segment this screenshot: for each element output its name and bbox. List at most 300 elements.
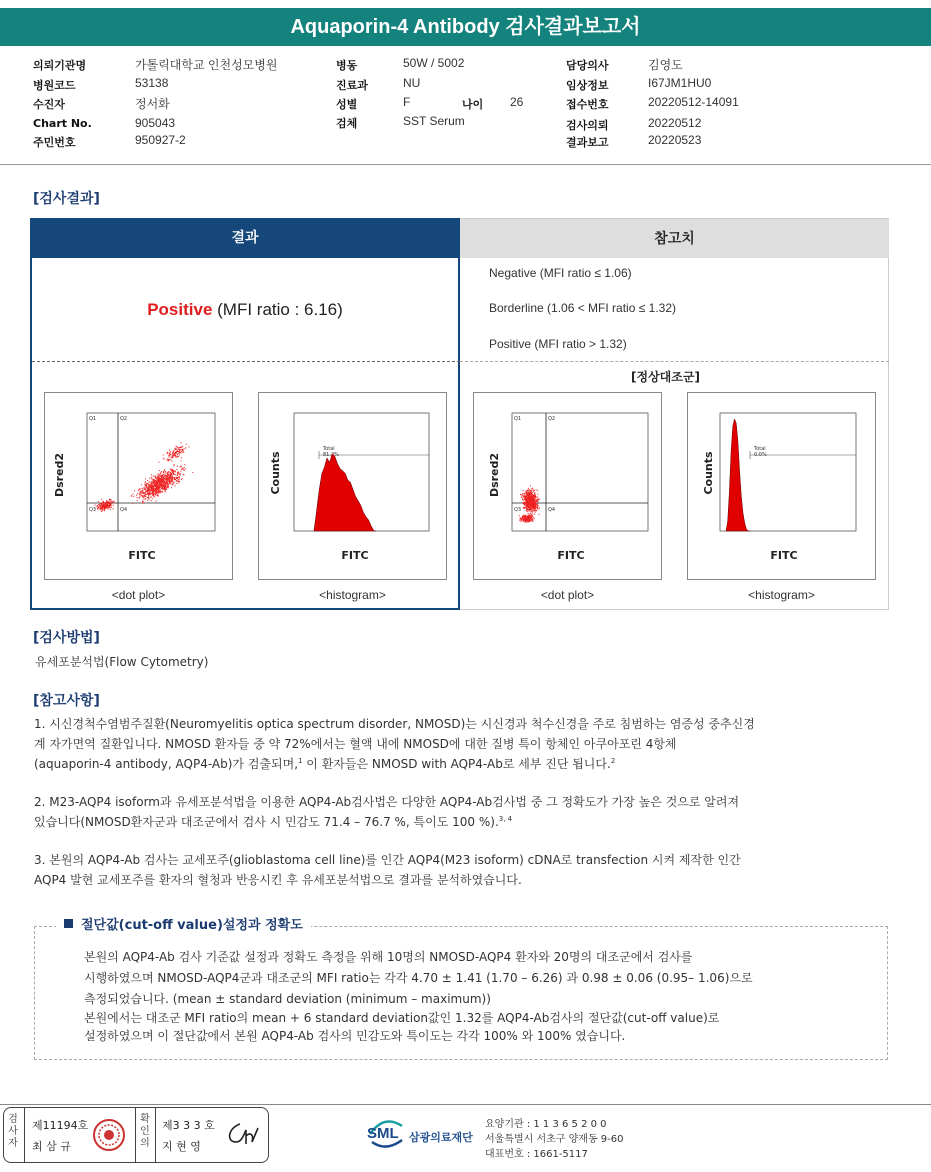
- cutoff-line-4: 본원에서는 대조군 MFI ratio의 mean + 6 standard deviation값인 1.32를 AQP4-Ab검사의 절단값(cut-off value)로: [84, 1011, 720, 1025]
- event-dot: [168, 481, 169, 482]
- event-dot: [531, 515, 532, 516]
- event-dot: [180, 447, 181, 448]
- event-dot: [101, 511, 102, 512]
- event-dot: [526, 499, 527, 500]
- event-dot: [522, 499, 523, 500]
- event-dot: [141, 491, 142, 492]
- event-dot: [525, 516, 526, 517]
- patient-value: 정서화: [135, 97, 170, 111]
- event-dot: [527, 519, 528, 520]
- event-dot: [168, 486, 169, 487]
- event-dot: [535, 508, 536, 509]
- event-dot: [160, 492, 161, 493]
- event-dot: [158, 496, 159, 497]
- event-dot: [143, 499, 144, 500]
- event-dot: [100, 509, 101, 510]
- event-dot: [185, 448, 186, 449]
- event-dot: [528, 488, 529, 489]
- event-dot: [526, 522, 527, 523]
- event-dot: [160, 473, 161, 474]
- request-label: 검사의뢰: [566, 119, 609, 132]
- event-dot: [163, 458, 164, 459]
- chart-no-label: Chart No.: [33, 117, 92, 130]
- event-dot: [133, 496, 134, 497]
- event-dot: [526, 502, 527, 503]
- event-dot: [522, 495, 523, 496]
- event-dot: [145, 485, 146, 486]
- event-dot: [159, 485, 160, 486]
- event-dot: [144, 488, 145, 489]
- event-dot: [176, 446, 177, 447]
- event-dot: [530, 496, 531, 497]
- event-dot: [533, 489, 534, 490]
- event-dot: [539, 508, 540, 509]
- event-dot: [137, 500, 138, 501]
- event-dot: [538, 505, 539, 506]
- event-dot: [160, 489, 161, 490]
- event-dot: [523, 495, 524, 496]
- event-dot: [170, 459, 171, 460]
- event-dot: [526, 500, 527, 501]
- event-dot: [142, 501, 143, 502]
- event-dot: [521, 494, 522, 495]
- event-dot: [184, 464, 185, 465]
- patient-hist-ylabel: Counts: [269, 451, 282, 495]
- event-dot: [177, 457, 178, 458]
- event-dot: [525, 505, 526, 506]
- event-dot: [535, 500, 536, 501]
- event-dot: [170, 481, 171, 482]
- event-dot: [148, 490, 149, 491]
- event-dot: [168, 487, 169, 488]
- event-dot: [143, 503, 144, 504]
- cutoff-line-5: 설정하였으며 이 절단값에서 본원 AQP4-Ab 검사의 민감도와 특이도는 각각 100% 와 100% 였습니다.: [84, 1029, 626, 1043]
- event-dot: [157, 476, 158, 477]
- reference-borderline: Borderline (1.06 < MFI ratio ≤ 1.32): [489, 301, 677, 315]
- event-dot: [170, 454, 171, 455]
- event-dot: [111, 499, 112, 500]
- sex-value: F: [403, 95, 411, 109]
- event-dot: [172, 456, 173, 457]
- event-dot: [102, 510, 103, 511]
- sml-logo-text: SML: [367, 1125, 399, 1142]
- event-dot: [169, 455, 170, 456]
- event-dot: [534, 514, 535, 515]
- event-dot: [107, 507, 108, 508]
- event-dot: [153, 476, 154, 477]
- event-dot: [177, 472, 178, 473]
- event-dot: [169, 481, 170, 482]
- event-dot: [524, 497, 525, 498]
- event-dot: [175, 457, 176, 458]
- event-dot: [160, 485, 161, 486]
- event-dot: [166, 477, 167, 478]
- event-dot: [145, 484, 146, 485]
- cutoff-line-2: 시행하였으며 NMOSD-AQP4군과 대조군의 MFI ratio는 각각 4.70 ± 1.41 (1.70 – 6.26) 과 0.98 ± 0.06 (0.95– 1.06)으로: [84, 971, 753, 985]
- event-dot: [528, 495, 529, 496]
- control-histogram-area: [726, 419, 750, 531]
- event-dot: [538, 506, 539, 507]
- event-dot: [106, 502, 107, 503]
- results-section-heading: [검사결과]: [33, 191, 100, 207]
- event-dot: [178, 479, 179, 480]
- event-dot: [170, 472, 171, 473]
- event-dot: [177, 456, 178, 457]
- event-dot: [537, 505, 538, 506]
- event-dot: [519, 520, 520, 521]
- event-dot: [175, 471, 176, 472]
- event-dot: [114, 502, 115, 503]
- event-dot: [174, 456, 175, 457]
- event-dot: [533, 507, 534, 508]
- event-dot: [174, 448, 175, 449]
- event-dot: [150, 491, 151, 492]
- event-dot: [146, 486, 147, 487]
- event-dot: [141, 495, 142, 496]
- event-dot: [104, 508, 105, 509]
- event-dot: [166, 482, 167, 483]
- event-dot: [172, 457, 173, 458]
- doctor-label: 담당의사: [566, 59, 609, 72]
- event-dot: [183, 449, 184, 450]
- event-dot: [533, 503, 534, 504]
- cutoff-title-text: 절단값(cut-off value)설정과 정확도: [81, 918, 303, 933]
- event-dot: [143, 497, 144, 498]
- event-dot: [158, 484, 159, 485]
- id-no-value: 950927-2: [135, 133, 186, 147]
- event-dot: [156, 501, 157, 502]
- event-dot: [149, 478, 150, 479]
- event-dot: [153, 482, 154, 483]
- event-dot: [175, 455, 176, 456]
- event-dot: [532, 499, 533, 500]
- event-dot: [179, 476, 180, 477]
- reference-positive: Positive (MFI ratio > 1.32): [489, 337, 627, 351]
- event-dot: [152, 489, 153, 490]
- event-dot: [527, 517, 528, 518]
- patient-dot-caption: <dot plot>: [111, 588, 166, 602]
- event-dot: [533, 521, 534, 522]
- note-1-line-1: 1. 시신경척수염범주질환(Neuromyelitis optica spectrum disorder, NMOSD)는 시신경과 척수신경을 주로 침범하는 염증성 중추신경: [34, 717, 755, 731]
- event-dot: [164, 488, 165, 489]
- event-dot: [533, 510, 534, 511]
- event-dot: [97, 505, 98, 506]
- event-dot: [158, 491, 159, 492]
- event-dot: [104, 509, 105, 510]
- event-dot: [530, 498, 531, 499]
- event-dot: [172, 455, 173, 456]
- event-dot: [147, 491, 148, 492]
- event-dot: [171, 479, 172, 480]
- event-dot: [532, 492, 533, 493]
- control-dot-cloud: [519, 485, 540, 523]
- event-dot: [532, 511, 533, 512]
- svg-text:81.2%: 81.2%: [323, 452, 339, 458]
- event-dot: [531, 490, 532, 491]
- event-dot: [167, 481, 168, 482]
- event-dot: [181, 442, 182, 443]
- event-dot: [532, 508, 533, 509]
- event-dot: [529, 515, 530, 516]
- event-dot: [145, 482, 146, 483]
- svg-text:Q1: Q1: [514, 416, 522, 422]
- event-dot: [160, 484, 161, 485]
- event-dot: [519, 515, 520, 516]
- event-dot: [150, 484, 151, 485]
- ward-value: 50W / 5002: [403, 56, 465, 70]
- event-dot: [165, 488, 166, 489]
- receipt-value: 20220512-14091: [648, 95, 739, 109]
- event-dot: [528, 502, 529, 503]
- event-dot: [176, 477, 177, 478]
- event-dot: [169, 476, 170, 477]
- control-hist-xlabel: FITC: [770, 549, 798, 562]
- event-dot: [155, 477, 156, 478]
- age-value: 26: [510, 95, 524, 109]
- event-dot: [184, 467, 185, 468]
- event-dot: [147, 489, 148, 490]
- report-title: Aquaporin-4 Antibody 검사결과보고서: [0, 8, 931, 46]
- event-dot: [531, 494, 532, 495]
- event-dot: [145, 496, 146, 497]
- event-dot: [151, 485, 152, 486]
- cutoff-title: [56, 914, 311, 933]
- note-2-line-1: 2. M23-AQP4 isoform과 유세포분석법을 이용한 AQP4-Ab검사법은 다양한 AQP4-Ab검사법 중 그 정확도가 가장 높은 것으로 알려져: [34, 795, 740, 809]
- event-dot: [181, 457, 182, 458]
- event-dot: [526, 519, 527, 520]
- event-dot: [153, 479, 154, 480]
- event-dot: [171, 484, 172, 485]
- event-dot: [537, 497, 538, 498]
- event-dot: [168, 483, 169, 484]
- event-dot: [168, 478, 169, 479]
- event-dot: [160, 491, 161, 492]
- event-dot: [185, 447, 186, 448]
- event-dot: [520, 521, 521, 522]
- event-dot: [165, 479, 166, 480]
- event-dot: [110, 507, 111, 508]
- event-dot: [176, 483, 177, 484]
- event-dot: [109, 502, 110, 503]
- event-dot: [178, 481, 179, 482]
- sign-divider-2: [135, 1108, 136, 1162]
- event-dot: [539, 514, 540, 515]
- event-dot: [535, 500, 536, 501]
- event-dot: [163, 487, 164, 488]
- hospital-code-value: 53138: [135, 76, 169, 90]
- event-dot: [526, 490, 527, 491]
- event-dot: [529, 506, 530, 507]
- event-dot: [159, 492, 160, 493]
- event-dot: [171, 457, 172, 458]
- event-dot: [530, 508, 531, 509]
- patient-histogram-area: [314, 454, 376, 531]
- event-dot: [139, 493, 140, 494]
- event-dot: [106, 507, 107, 508]
- event-dot: [523, 503, 524, 504]
- event-dot: [169, 478, 170, 479]
- event-dot: [155, 492, 156, 493]
- control-dot-plot: [473, 392, 662, 580]
- event-dot: [145, 491, 146, 492]
- event-dot: [164, 482, 165, 483]
- event-dot: [524, 504, 525, 505]
- event-dot: [523, 490, 524, 491]
- event-dot: [147, 488, 148, 489]
- event-dot: [163, 454, 164, 455]
- event-dot: [164, 485, 165, 486]
- event-dot: [180, 449, 181, 450]
- event-dot: [152, 495, 153, 496]
- event-dot: [181, 469, 182, 470]
- event-dot: [176, 478, 177, 479]
- event-dot: [524, 495, 525, 496]
- sex-label: 성별: [336, 98, 358, 111]
- patient-histogram: [258, 392, 447, 580]
- event-dot: [168, 460, 169, 461]
- method-section-heading: [검사방법]: [33, 630, 100, 646]
- reference-column-header: 참고치: [460, 218, 889, 258]
- event-dot: [158, 477, 159, 478]
- event-dot: [181, 446, 182, 447]
- event-dot: [146, 487, 147, 488]
- event-dot: [172, 471, 173, 472]
- event-dot: [162, 475, 163, 476]
- event-dot: [530, 492, 531, 493]
- event-dot: [110, 506, 111, 507]
- control-hist-ylabel: Counts: [702, 451, 715, 495]
- event-dot: [152, 482, 153, 483]
- event-dot: [174, 482, 175, 483]
- event-dot: [154, 476, 155, 477]
- age-label: 나이: [462, 98, 484, 111]
- event-dot: [157, 488, 158, 489]
- event-dot: [157, 479, 158, 480]
- event-dot: [152, 492, 153, 493]
- event-dot: [160, 476, 161, 477]
- event-dot: [184, 470, 185, 471]
- event-dot: [538, 498, 539, 499]
- event-dot: [177, 475, 178, 476]
- event-dot: [98, 504, 99, 505]
- event-dot: [161, 481, 162, 482]
- event-dot: [170, 469, 171, 470]
- event-dot: [529, 517, 530, 518]
- event-dot: [167, 473, 168, 474]
- event-dot: [148, 498, 149, 499]
- event-dot: [179, 478, 180, 479]
- event-dot: [179, 474, 180, 475]
- event-dot: [103, 505, 104, 506]
- event-dot: [148, 497, 149, 498]
- event-dot: [97, 508, 98, 509]
- event-dot: [150, 489, 151, 490]
- event-dot: [531, 504, 532, 505]
- control-histogram-svg: [688, 393, 877, 581]
- event-dot: [159, 488, 160, 489]
- notes-section-heading: [참고사항]: [33, 693, 100, 709]
- org-name: 삼광의료재단: [409, 1131, 473, 1144]
- event-dot: [529, 493, 530, 494]
- note-1: [34, 714, 894, 774]
- event-dot: [532, 513, 533, 514]
- event-dot: [163, 484, 164, 485]
- event-dot: [161, 488, 162, 489]
- event-dot: [155, 476, 156, 477]
- patient-histogram-svg: [259, 393, 448, 581]
- method-text: 유세포분석법(Flow Cytometry): [35, 655, 209, 669]
- event-dot: [133, 503, 134, 504]
- event-dot: [142, 490, 143, 491]
- results-table: [30, 218, 889, 610]
- event-dot: [168, 472, 169, 473]
- event-dot: [521, 497, 522, 498]
- normal-control-label: [정상대조군]: [631, 370, 700, 384]
- event-dot: [182, 446, 183, 447]
- event-dot: [154, 481, 155, 482]
- event-dot: [154, 487, 155, 488]
- event-dot: [529, 502, 530, 503]
- note-2-line-2: [34, 812, 894, 832]
- event-dot: [177, 454, 178, 455]
- event-dot: [154, 484, 155, 485]
- event-dot: [526, 497, 527, 498]
- event-dot: [530, 491, 531, 492]
- event-dot: [192, 472, 193, 473]
- event-dot: [107, 504, 108, 505]
- event-dot: [159, 476, 160, 477]
- control-histogram: [687, 392, 876, 580]
- event-dot: [114, 503, 115, 504]
- event-dot: [534, 492, 535, 493]
- event-dot: [178, 456, 179, 457]
- event-dot: [176, 451, 177, 452]
- event-dot: [151, 479, 152, 480]
- event-dot: [171, 481, 172, 482]
- id-no-label: 주민번호: [33, 136, 76, 149]
- event-dot: [151, 496, 152, 497]
- event-dot: [161, 471, 162, 472]
- event-dot: [149, 481, 150, 482]
- note-1-ref-1: 1: [298, 757, 303, 765]
- event-dot: [530, 501, 531, 502]
- event-dot: [181, 460, 182, 461]
- event-dot: [170, 483, 171, 484]
- event-dot: [531, 514, 532, 515]
- event-dot: [170, 479, 171, 480]
- event-dot: [535, 512, 536, 513]
- event-dot: [523, 517, 524, 518]
- event-dot: [169, 475, 170, 476]
- event-dot: [532, 516, 533, 517]
- signature-box: [3, 1107, 269, 1163]
- doctor-value: 김영도: [648, 58, 683, 72]
- event-dot: [523, 507, 524, 508]
- event-dot: [165, 489, 166, 490]
- svg-text:Total: Total: [323, 446, 335, 452]
- event-dot: [174, 464, 175, 465]
- event-dot: [99, 506, 100, 507]
- patient-info-section: [0, 50, 931, 165]
- event-dot: [174, 478, 175, 479]
- event-dot: [151, 477, 152, 478]
- event-dot: [154, 485, 155, 486]
- reference-negative: Negative (MFI ratio ≤ 1.06): [489, 266, 632, 280]
- event-dot: [167, 474, 168, 475]
- event-dot: [142, 492, 143, 493]
- event-dot: [172, 475, 173, 476]
- event-dot: [154, 494, 155, 495]
